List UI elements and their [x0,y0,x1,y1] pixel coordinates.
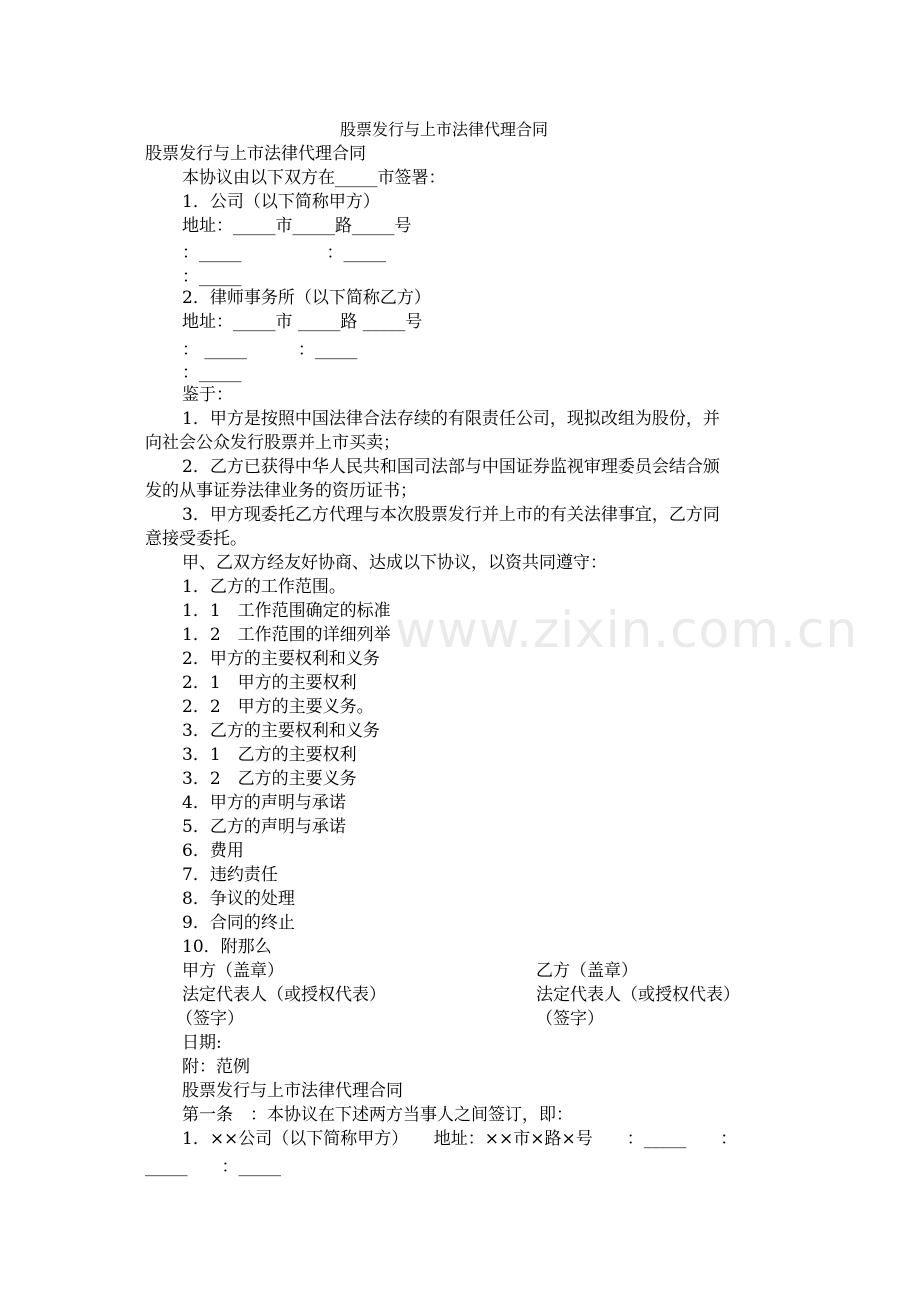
item: 10．附那么 [182,937,272,957]
document-title: 股票发行与上市法律代理合同 [145,144,366,164]
item: 7．违约责任 [182,865,278,885]
date-line: 日期: [182,1033,222,1053]
recital-1-line-1: 1．甲方是按照中国法律合法存续的有限责任公司，现拟改组为股份，并 [182,409,720,429]
item: 1．乙方的工作范围。 [182,577,346,597]
item: 3．2 乙方的主要义务 [182,769,357,789]
party-a-seal: 甲方（盖章） [182,961,284,981]
item: 4．甲方的声明与承诺 [182,793,346,813]
item: 1．2 工作范围的详细列举 [182,625,391,645]
item: 1．1 工作范围确定的标准 [182,601,391,621]
item: 3．乙方的主要权利和义务 [182,721,380,741]
agreement-line: 甲、乙双方经友好协商、达成以下协议，以资共同遵守： [182,553,607,573]
party-a-contact-1: ：_____ ：_____ [182,243,386,263]
party-b-address: 地址：_____市 _____路 _____号 [182,312,423,332]
recital-1-line-2: 向社会公众发行股票并上市买卖； [145,433,400,453]
item: 5．乙方的声明与承诺 [182,817,346,837]
article-1: 第一条 ：本协议在下述两方当事人之间签订，即： [182,1105,573,1125]
appendix-line: 附：范例 [182,1057,250,1077]
party-b-contact-2: ：_____ [182,363,242,383]
party-a-address: 地址：_____市_____路_____号 [182,216,412,236]
party-a-contact-2: ：_____ [182,267,242,287]
party-b-seal: 乙方（盖章） [536,961,638,981]
intro-line: 本协议由以下双方在_____市签署： [182,168,446,188]
party-a-representative: 法定代表人（或授权代表） [182,985,386,1005]
item: 2．1 甲方的主要权利 [182,673,357,693]
example-title: 股票发行与上市法律代理合同 [182,1081,403,1101]
party-b-name: 2．律师事务所（以下简称乙方） [182,288,431,308]
item: 6．费用 [182,841,244,861]
party-a-name: 1．公司（以下简称甲方） [182,192,380,212]
item: 3．1 乙方的主要权利 [182,745,357,765]
item: 2．2 甲方的主要义务。 [182,697,374,717]
example-party-a-line-2: _____ ：_____ [145,1157,281,1177]
party-b-signature: （签字） [536,1009,604,1029]
whereas-heading: 鉴于： [182,385,233,405]
party-b-contact-1: ： _____ ：_____ [182,340,358,360]
example-party-a-line-1: 1．××公司（以下简称甲方） 地址：××市×路×号 ：_____ ： [182,1129,738,1149]
document-center-title: 股票发行与上市法律代理合同 [340,120,549,139]
recital-2-line-2: 发的从事证券法律业务的资历证书； [145,481,417,501]
item: 2．甲方的主要权利和义务 [182,649,380,669]
recital-2-line-1: 2．乙方已获得中华人民共和国司法部与中国证券监视审理委员会结合颁 [182,457,720,477]
recital-3-line-2: 意接受委托。 [145,529,247,549]
party-a-signature: （签字） [176,1009,244,1029]
item: 8．争议的处理 [182,889,295,909]
recital-3-line-1: 3．甲方现委托乙方代理与本次股票发行并上市的有关法律事宜，乙方同 [182,505,720,525]
watermark: www.zixin.com.cn [395,601,859,659]
item: 9．合同的终止 [182,913,295,933]
party-b-representative: 法定代表人（或授权代表） [536,985,740,1005]
